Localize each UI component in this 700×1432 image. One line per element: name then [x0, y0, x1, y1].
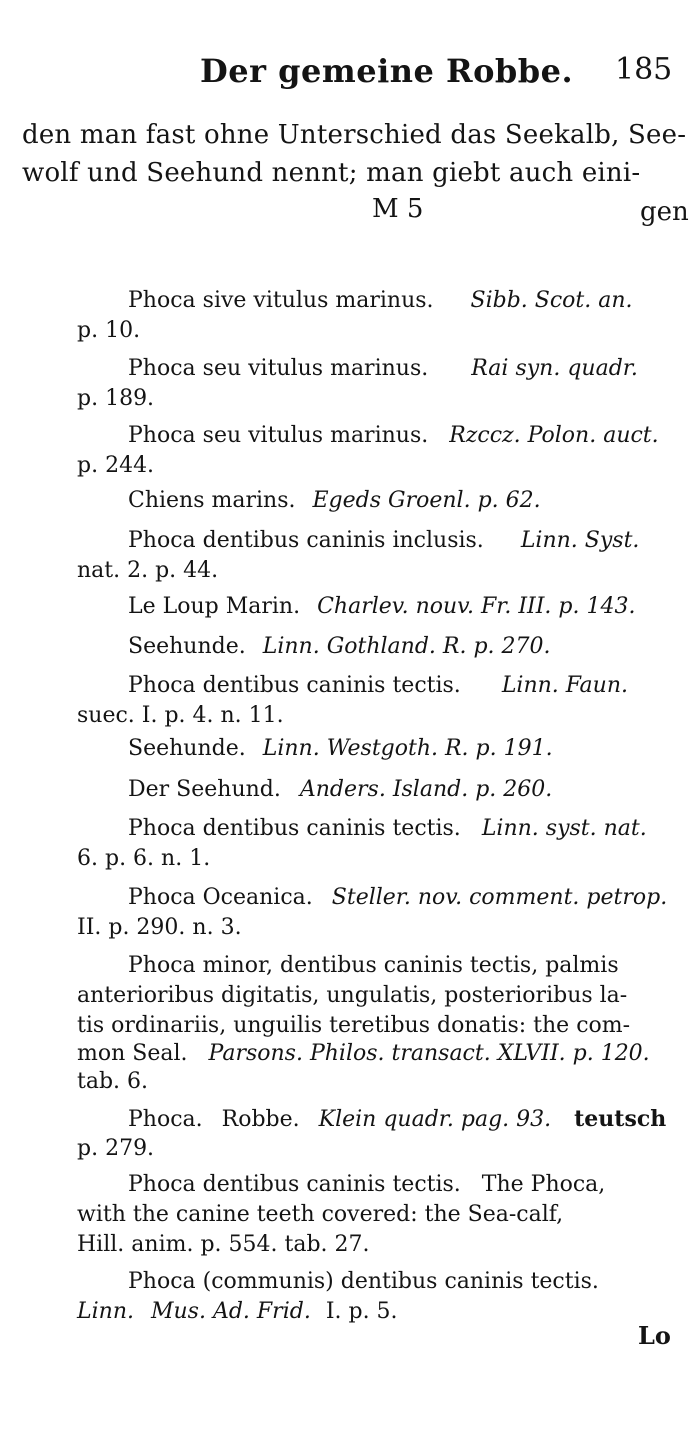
- reference-line: Phoca seu vitulus marinus. Rai syn. quadr.: [128, 356, 638, 381]
- reference-line: Seehunde. Linn. Gothland. R. p. 270.: [128, 634, 551, 659]
- body-text-line-1: den man fast ohne Unterschied das Seekalb, See-: [22, 120, 687, 150]
- page-number: 185: [615, 52, 673, 87]
- running-head: Der gemeine Robbe.: [200, 52, 574, 90]
- reference-line: Le Loup Marin. Charlev. nouv. Fr. III. p. 143.: [128, 594, 636, 619]
- reference-line: tab. 6.: [77, 1069, 149, 1094]
- reference-line: Phoca dentibus caninis tectis. Linn. Faun.: [128, 673, 629, 698]
- reference-line: Seehunde. Linn. Westgoth. R. p. 191.: [128, 736, 553, 761]
- reference-line: Phoca dentibus caninis inclusis. Linn. Syst.: [128, 528, 640, 553]
- reference-line: Phoca minor, dentibus caninis tectis, palmis: [128, 953, 619, 978]
- reference-line: Phoca dentibus caninis tectis. Linn. syst. nat.: [128, 816, 647, 841]
- reference-line: Phoca sive vitulus marinus. Sibb. Scot. an.: [128, 288, 633, 313]
- reference-line: Phoca. Robbe. Klein quadr. pag. 93. teutsch: [128, 1106, 667, 1132]
- reference-line: Der Seehund. Anders. Island. p. 260.: [128, 777, 553, 802]
- reference-line: Phoca (communis) dentibus caninis tectis.: [128, 1269, 599, 1294]
- footer-catchword: Lo: [638, 1321, 671, 1350]
- reference-line: Chiens marins. Egeds Groenl. p. 62.: [128, 488, 541, 513]
- reference-line: Hill. anim. p. 554. tab. 27.: [77, 1232, 370, 1257]
- reference-line: mon Seal. Parsons. Philos. transact. XLVII. p. 120.: [77, 1041, 650, 1066]
- reference-line: p. 189.: [77, 386, 155, 411]
- reference-line: Phoca seu vitulus marinus. Rzccz. Polon. auct.: [128, 423, 659, 448]
- reference-line: Phoca Oceanica. Steller. nov. comment. petrop.: [128, 885, 668, 910]
- reference-line: tis ordinariis, unguilis teretibus donatis: the com-: [77, 1013, 631, 1038]
- reference-line: II. p. 290. n. 3.: [77, 915, 242, 940]
- signature-mark: M 5: [372, 194, 424, 224]
- catchword: gen: [640, 197, 689, 227]
- reference-line: Linn. Mus. Ad. Frid. I. p. 5.: [77, 1299, 398, 1324]
- reference-line: p. 244.: [77, 453, 155, 478]
- reference-line: Phoca dentibus caninis tectis. The Phoca,: [128, 1172, 606, 1197]
- reference-line: p. 279.: [77, 1136, 155, 1161]
- reference-line: anterioribus digitatis, ungulatis, posterioribus la-: [77, 983, 628, 1008]
- body-text-line-2: wolf und Seehund nennt; man giebt auch eini-: [22, 158, 641, 188]
- reference-line: suec. I. p. 4. n. 11.: [77, 703, 284, 728]
- reference-line: with the canine teeth covered: the Sea-calf,: [77, 1202, 564, 1227]
- reference-line: 6. p. 6. n. 1.: [77, 846, 211, 871]
- reference-line: p. 10.: [77, 318, 141, 343]
- reference-line: nat. 2. p. 44.: [77, 558, 219, 583]
